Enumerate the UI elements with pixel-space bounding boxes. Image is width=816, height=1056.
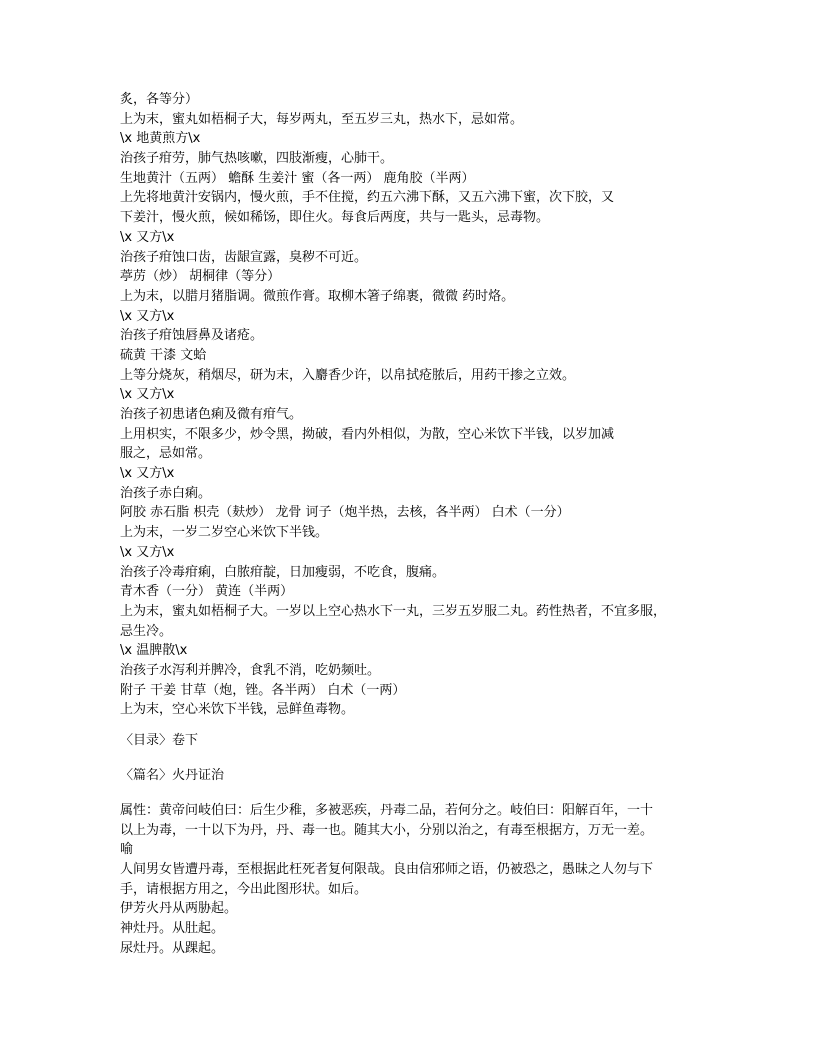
toc-heading: 〈目录〉卷下 (120, 733, 199, 748)
chapter-heading: 〈篇名〉火丹证治 (120, 768, 225, 783)
text-line: 手，请根据方用之，今出此图形状。如后。 (120, 881, 368, 897)
text-line: 治孩子冷毒疳痢，白脓疳靛，日加瘦弱，不吃食，腹痛。 (120, 564, 446, 580)
text-line: 治孩子水泻利并脾冷，食乳不消，吃奶频吐。 (120, 662, 381, 678)
text-line: 治孩子赤白痢。 (120, 485, 212, 501)
text-line: 属性：黄帝问岐伯曰：后生少稚，多被恶疾，丹毒二品，若何分之。岐伯曰：阳解百年，一十 (120, 803, 654, 818)
text-line: 治孩子疳劳，肺气热咳嗽，四肢渐瘦，心肺干。 (120, 151, 394, 167)
text-block-recipes (120, 90, 666, 720)
text-line: 治孩子疳蚀口齿，齿龈宣露，臭秽不可近。 (120, 249, 368, 265)
text-line: \x 又方\x (120, 466, 175, 482)
text-line: 下姜汁，慢火煎，候如稀饧，即住火。每食后两度，共与一匙头，忌毒物。 (120, 210, 550, 226)
text-line: \x 温脾散\x (120, 643, 188, 659)
text-line: 硫黄 干漆 文蛤 (120, 347, 207, 363)
text-line: 上为末，空心米饮下半钱，忌鲜鱼毒物。 (120, 702, 355, 718)
text-line: 上等分烧灰，稍烟尽，研为末，入麝香少许，以帛拭疮脓后，用药干掺之立效。 (120, 367, 576, 383)
text-line: 阿胶 赤石脂 枳壳（麸炒） 龙骨 诃子（炮半热，去核，各半两） 白术（一分） (120, 505, 570, 521)
text-line: 尿灶丹。从踝起。 (120, 940, 225, 956)
text-line: 伊芳火丹从两胁起。 (120, 901, 238, 917)
text-line: \x 地黄煎方\x (120, 131, 201, 147)
text-line: 人间男女皆遭丹毒，至根据此枉死者复何限哉。良由信邪师之语，仍被恐之，愚昧之人勿与下 (120, 862, 654, 878)
text-line: 神灶丹。从肚起。 (120, 921, 225, 937)
text-line: 服之，忌如常。 (120, 446, 212, 462)
text-line: 治孩子疳蚀唇鼻及诸疮。 (120, 328, 264, 344)
text-line: 忌生冷。 (120, 623, 173, 639)
text-line: \x 又方\x (120, 544, 175, 560)
text-line: 喻 (120, 842, 134, 858)
text-line: 生地黄汁（五两） 蟾酥 生姜汁 蜜（各一两） 鹿角胶（半两） (120, 170, 475, 186)
text-line: \x 又方\x (120, 229, 175, 245)
text-line: 上为末，以腊月猪脂调。微煎作膏。取柳木箸子绵裹，微微 药时烙。 (120, 288, 515, 304)
text-line: 葶苈（炒） 胡桐律（等分） (120, 269, 281, 285)
text-line: 上为末，蜜丸如梧桐子大。一岁以上空心热水下一丸，三岁五岁服二丸。药性热者，不宜多服， (120, 603, 667, 619)
text-line: 治孩子初患诸色痢及微有疳气。 (120, 407, 303, 422)
text-line: 以上为毒，一十以下为丹，丹、毒一也。随其大小，分别以治之，有毒至根据方，万无一差。 (120, 822, 654, 838)
text-line: 上为末，蜜丸如梧桐子大，每岁两丸，至五岁三丸，热水下，忌如常。 (120, 111, 524, 127)
text-line: 炙，各等分） (120, 92, 199, 107)
text-line: \x 又方\x (120, 387, 175, 403)
text-line: \x 又方\x (120, 308, 175, 324)
text-block-chapter (120, 801, 653, 959)
text-line: 附子 干姜 甘草（炮，锉。各半两） 白术（一两） (120, 682, 406, 698)
text-line: 青木香（一分） 黄连（半两） (120, 584, 294, 600)
text-line: 上为末，一岁二岁空心米饮下半钱。 (120, 525, 329, 541)
text-line: 上先将地黄汁安锅内，慢火煎，手不住搅，约五六沸下酥，又五六沸下蜜，次下胶，又 (120, 190, 615, 206)
text-line: 上用枳实，不限多少，炒令黑，拗破，看内外相似，为散，空心米饮下半钱，以岁加减 (120, 426, 615, 442)
